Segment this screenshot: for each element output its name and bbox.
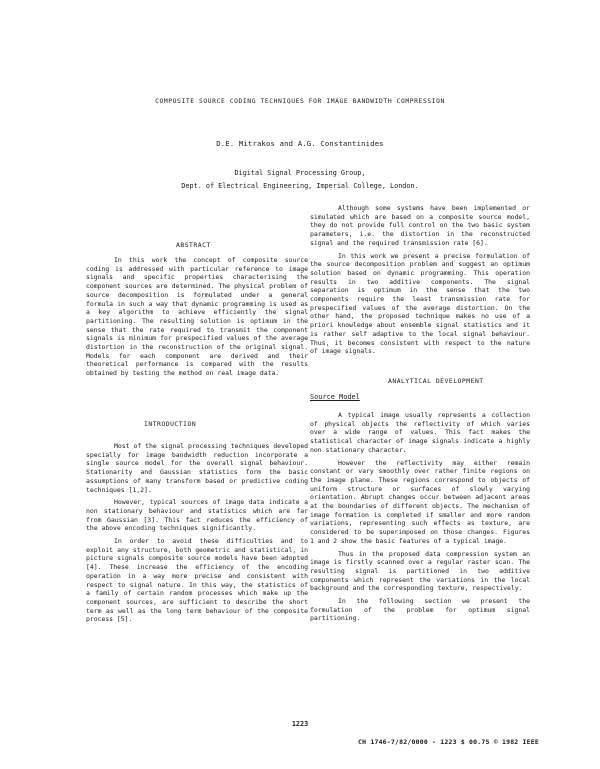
introduction-paragraph: Most of the signal processing techniques developed specially for image bandwidth reduction incorporate a single source model for the overall signal behaviour. Stationarity and Gaussian statistics form the basic assumptions of many transform based or predictive coding techniques [1,2]. [86,442,308,494]
abstract-paragraph: In this work the concept of composite source coding is addressed with particular reference to image signals and specific properties characterising the component sources are determined. The physical problem of source decomposition is formulated under a general formula in such a way that dynamic programming is used as a key algorithm to achieve efficiently the signal partitioning. The resulting solution is optimum in the sense that the rate required to transmit the component signals is minimum for prespecified values of the average distortion in the reconstruction of the original signal. Models for each component are derived and their theoretical performance is compared with the results obtained by testing the method on real image data. [86,256,308,378]
introduction-paragraph: However, typical sources of image data indicate a non stationary behaviour and statistics which are far from Gaussian [3]. This fact reduces the efficiency of the above encoding techniques significantly. [86,498,308,533]
analytical-body [310,411,530,623]
analytical-heading: ANALYTICAL DEVELOPMENT [388,377,484,385]
abstract-body [86,256,308,378]
paper-title: COMPOSITE SOURCE CODING TECHNIQUES FOR IMAGE BANDWIDTH COMPRESSION [155,98,445,105]
right-intro-paragraph: In this work we present a precise formulation of the source decomposition problem and suggest an optimum solution based on dynamic programming. This operation results in two additive components. The signal separation is optimum in the sense that the two components require the least transmission rate for prespecified values of the average distortion. On the other hand, the proposed technique makes no use of a priori knowledge about ensemble signal statistics and it is rather self adaptive to the local signal behaviour. Thus, it becomes consistent with respect to the nature of image signals. [310,251,530,356]
analytical-paragraph: Thus in the proposed data compression system an image is firstly scanned over a regular raster scan. The resulting signal is partitioned in two additive components which represent the variations in the local background and the corresponding texture, respectively. [310,549,530,593]
introduction-heading: INTRODUCTION [144,420,197,428]
right-intro-paragraph: Although some systems have been implemented or simulated which are based on a composite source model, they do not provide full control on the two basic system parameters, i.e. the distortion in the reconstructed signal and the required transmission rate [6]. [310,204,530,247]
authors: D.E. Mitrakos and A.G. Constantinides [216,139,384,148]
page-number: 1223 [291,720,309,728]
introduction-paragraph: In order to avoid these difficulties and to exploit any structure, both geometric and statistical, in picture signals composite source models have been adopted [4]. These increase the efficiency of the encoding operation in a way more precise and consistent with respect to signal nature. In this way, the statistics of a family of certain random processes which make up the component sources, are sufficient to describe the short term as well as the long term behaviour of the composite process [5]. [86,537,308,624]
abstract-heading: ABSTRACT [176,241,211,249]
analytical-paragraph: In the following section we present the formulation of the problem for optimum signal partitioning. [310,597,530,623]
source-model-subheading: Source Model [310,393,360,401]
analytical-paragraph: However the reflectivity may either remain constant or vary smoothly over rather finite regions on the image plane. These regions correspond to objects of uniform structure or surfaces of slowly varying orientation. Abrupt changes occur between adjacent areas at the boundaries of different objects. The mechanism of image formation is completed if smaller and more random variations, representing such effects as texture, are considered to be superimposed on those changes. Figures 1 and 2 show the basic features of a typical image. [310,458,530,545]
affiliation-department: Dept. of Electrical Engineering, Imperial College, London. [181,182,419,190]
affiliation-group: Digital Signal Processing Group, [234,169,366,177]
analytical-paragraph: A typical image usually represents a collection of physical objects the reflectivity of which varies over a wide range of values. This fact makes the statistical character of image signals indicate a highly non stationary character. [310,411,530,454]
right-intro-body [310,204,530,356]
footer-copyright-code: CH 1746-7/82/0000 - 1223 $ 00.75 © 1982 IEEE [358,738,539,746]
introduction-body [86,442,308,624]
